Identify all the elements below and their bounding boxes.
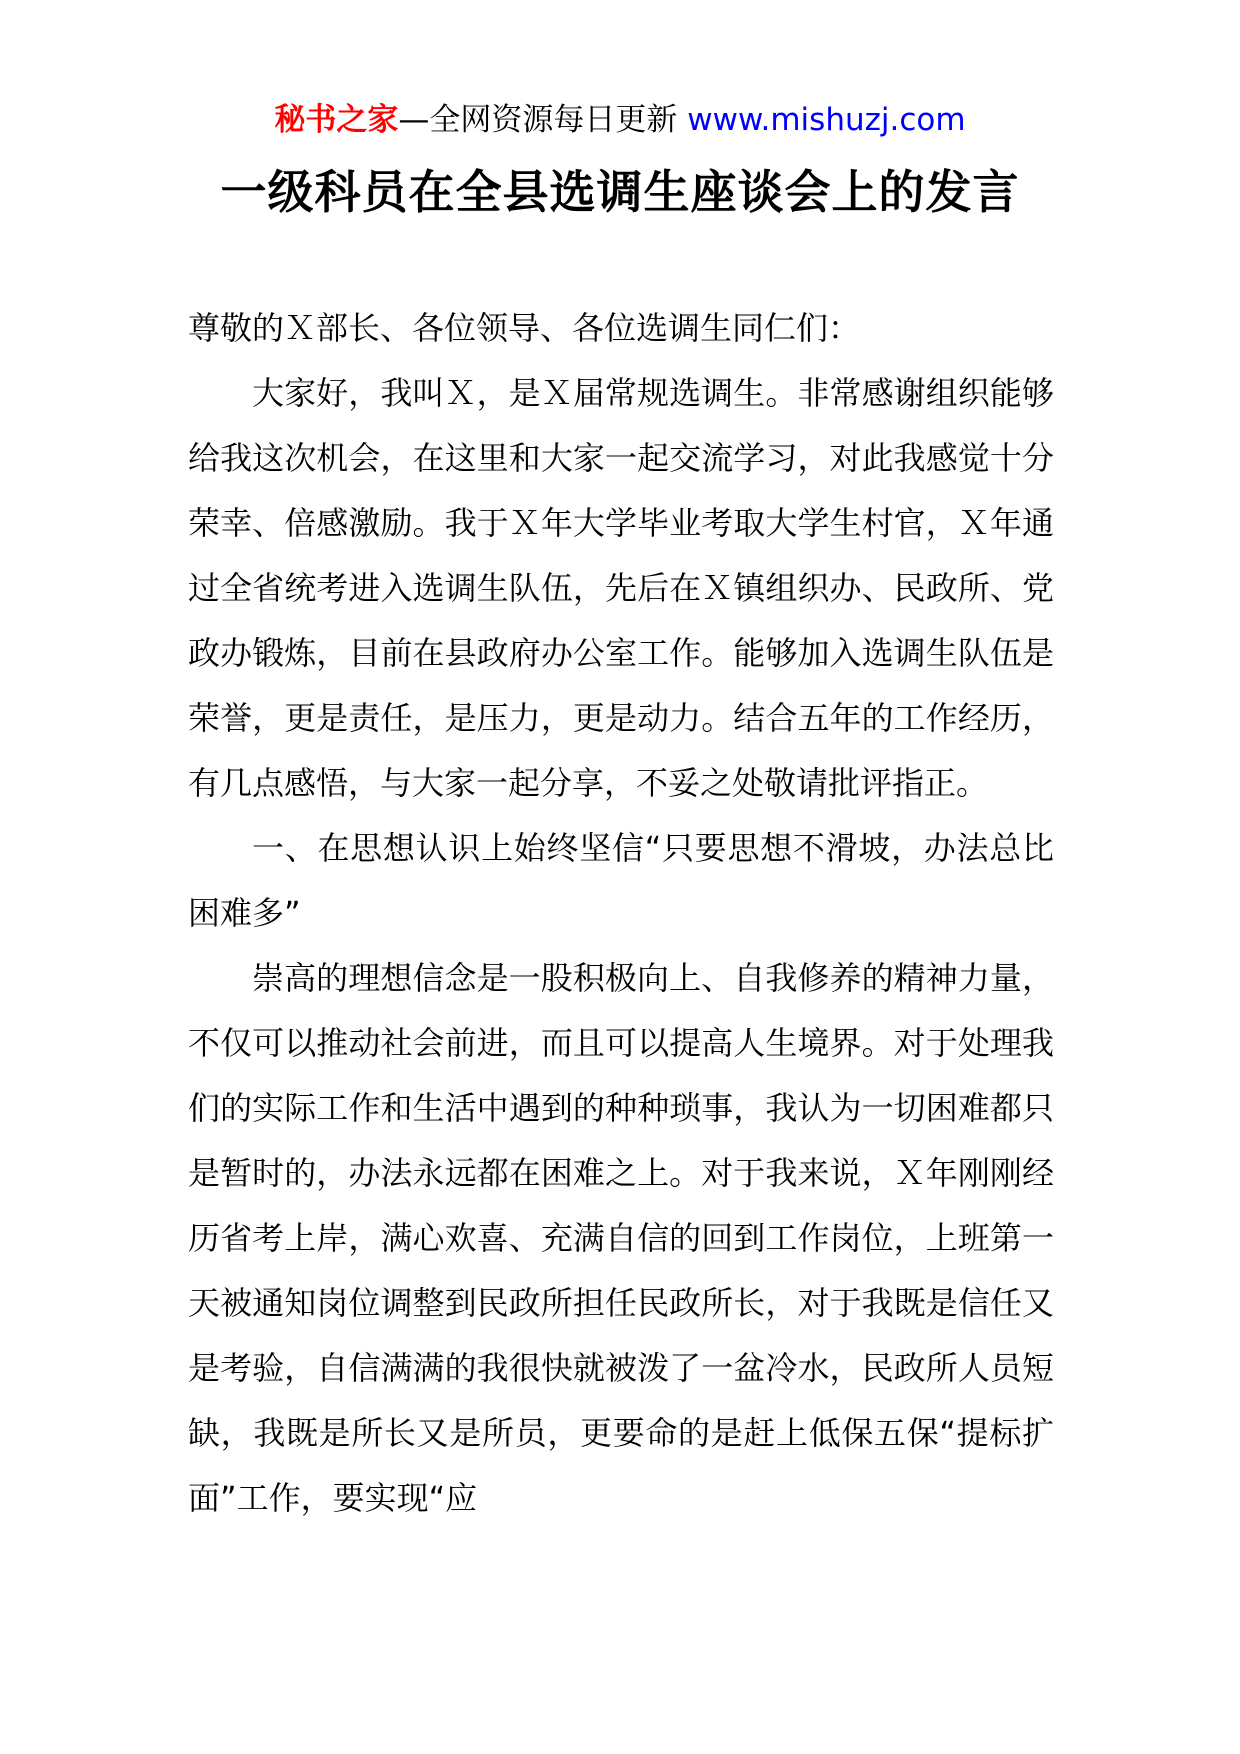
paragraph-section-1: 崇高的理想信念是一股积极向上、自我修养的精神力量，不仅可以推动社会前进，而且可以提高人生境界。对于处理我们的实际工作和生活中遇到的种种琐事，我认为一切困难都只是暂时的，办法永远都在困难之上。对于我来说，Ｘ年刚刚经历省考上岸，满心欢喜、充满自信的回到工作岗位，上班第一天被通知岗位调整到民政所担任民政所长，对于我既是信任又是考验，自信满满的我很快就被泼了一盆冷水，民政所人员短缺，我既是所长又是所员，更要命的是赶上低保五保“提标扩面”工作，要实现“应 [188, 959, 1054, 1517]
document-body [188, 296, 1054, 1531]
site-brand: 秘书之家 [274, 102, 399, 138]
paragraph-intro: 大家好，我叫Ｘ，是Ｘ届常规选调生。非常感谢组织能够给我这次机会，在这里和大家一起交流学习，对此我感觉十分荣幸、倍感激励。我于Ｘ年大学毕业考取大学生村官，Ｘ年通过全省统考进入选调生队伍，先后在Ｘ镇组织办、民政所、党政办锻炼，目前在县政府办公室工作。能够加入选调生队伍是荣誉，更是责任，是压力，更是动力。结合五年的工作经历，有几点感悟，与大家一起分享，不妥之处敬请批评指正。 [188, 374, 1054, 802]
document-title: 一级科员在全县选调生座谈会上的发言 [220, 165, 1020, 219]
section-heading-1: 一、在思想认识上始终坚信“只要思想不滑坡，办法总比困难多” [188, 829, 1054, 932]
salutation: 尊敬的Ｘ部长、各位领导、各位选调生同仁们： [188, 309, 861, 347]
site-url[interactable]: www.mishuzj.com [687, 102, 966, 138]
site-tagline: —全网资源每日更新 [398, 102, 688, 138]
site-header [0, 100, 1240, 140]
